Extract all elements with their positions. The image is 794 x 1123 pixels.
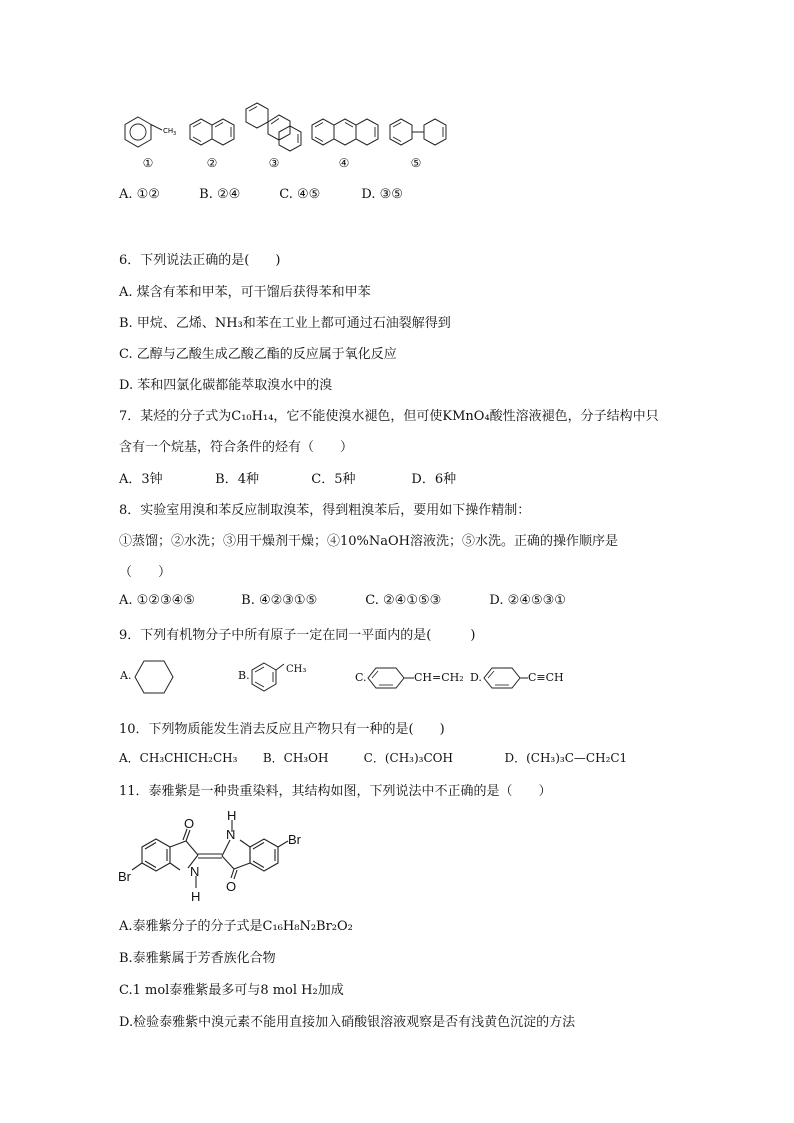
q10-option-a[interactable]: A．CH₃CHICH₂CH₃ bbox=[119, 751, 238, 765]
q11-option-d[interactable]: D.检验泰雅紫中溴元素不能用直接加入硝酸银溶液观察是否有浅黄色沉淀的方法 bbox=[119, 1015, 576, 1030]
q9-option-d-label[interactable]: D. bbox=[470, 671, 482, 684]
q8-option-d[interactable]: D. ②④⑤③① bbox=[489, 593, 566, 608]
q6-stem: 6．下列说法正确的是( ) bbox=[119, 253, 281, 268]
hydrogen-top: H bbox=[227, 808, 237, 823]
label-1: ① bbox=[142, 156, 154, 170]
label-2: ② bbox=[206, 156, 218, 170]
q8-stem-line1: 8．实验室用溴和苯反应制取溴苯，得到粗溴苯后，要用如下操作精制： bbox=[119, 503, 531, 518]
ethynyl-label: C≡CH bbox=[528, 671, 564, 684]
q6-option-c[interactable]: C. 乙醇与乙酸生成乙酸乙酯的反应属于氧化反应 bbox=[119, 347, 397, 362]
q5-option-d[interactable]: D. ③⑤ bbox=[361, 187, 403, 202]
q10-option-c[interactable]: C．(CH₃)₃COH bbox=[363, 751, 453, 765]
q7-options bbox=[119, 468, 456, 487]
q8-option-c[interactable]: C. ②④①⑤③ bbox=[365, 593, 442, 608]
q6-option-a[interactable]: A. 煤含有苯和甲苯，可干馏后获得苯和甲苯 bbox=[119, 285, 371, 300]
q8-stem-line2: ①蒸馏；②水洗；③用干燥剂干燥；④10%NaOH溶液洗；⑤水洗。正确的操作顺序是 bbox=[119, 534, 619, 549]
nitrogen-bottom: N bbox=[190, 864, 200, 879]
q9-option-b-label[interactable]: B. bbox=[238, 669, 250, 682]
cyclohexane-structure bbox=[134, 659, 174, 695]
q5-option-b[interactable]: B. ②④ bbox=[199, 187, 241, 202]
q6-option-d[interactable]: D. 苯和四氯化碳都能萃取溴水中的溴 bbox=[119, 378, 333, 393]
q7-option-d[interactable]: D．6种 bbox=[411, 472, 457, 487]
q9-option-c-label[interactable]: C. bbox=[355, 671, 367, 684]
oxygen-left: O bbox=[184, 816, 195, 831]
q7-stem-line2: 含有一个烷基，符合条件的烃有（ ） bbox=[119, 440, 354, 455]
vinyl-label: CH=CH₂ bbox=[414, 671, 464, 684]
q5-option-a[interactable]: A. ①② bbox=[119, 187, 160, 202]
q8-option-b[interactable]: B. ④②③①⑤ bbox=[241, 593, 318, 608]
q11-stem: 11．泰雅紫是一种贵重染料，其结构如图，下列说法中不正确的是（ ） bbox=[119, 784, 552, 799]
oxygen-right: O bbox=[226, 879, 237, 894]
q9-option-a-label[interactable]: A. bbox=[120, 669, 132, 682]
biphenyl-structure bbox=[388, 113, 450, 153]
styrene-structure bbox=[366, 666, 416, 692]
methyl-label: CH₃ bbox=[286, 664, 307, 675]
q9-stem: 9．下列有机物分子中所有原子一定在同一平面内的是( ) bbox=[119, 628, 476, 643]
anthracene-structure bbox=[310, 113, 380, 153]
q8-options bbox=[119, 593, 566, 608]
toluene-structure bbox=[120, 113, 180, 153]
q10-options bbox=[119, 749, 627, 766]
hydrogen-bottom: H bbox=[191, 889, 201, 904]
phenylacetylene-structure bbox=[482, 666, 532, 692]
naphthalene-structure bbox=[188, 113, 238, 153]
label-3: ③ bbox=[268, 156, 280, 170]
q10-stem: 10．下列物质能发生消去反应且产物只有一种的是( ) bbox=[119, 722, 445, 737]
q5-options bbox=[119, 187, 403, 202]
q10-option-d[interactable]: D．(CH₃)₃C—CH₂C1 bbox=[504, 751, 628, 765]
q5-option-c[interactable]: C. ④⑤ bbox=[279, 187, 321, 202]
q6-option-b[interactable]: B. 甲烷、乙烯、NH₃和苯在工业上都可通过石油裂解得到 bbox=[119, 316, 451, 331]
label-4: ④ bbox=[338, 156, 350, 170]
tyrian-purple-structure bbox=[118, 810, 318, 910]
q10-option-b[interactable]: B．CH₃OH bbox=[262, 751, 329, 765]
q8-stem-line3: （ ） bbox=[119, 565, 172, 580]
q7-option-c[interactable]: C．5种 bbox=[311, 472, 356, 487]
bromine-right: Br bbox=[288, 832, 301, 847]
phenanthrene-structure bbox=[244, 101, 304, 153]
q8-option-a[interactable]: A. ①②③④⑤ bbox=[119, 593, 195, 608]
q7-option-b[interactable]: B．4种 bbox=[215, 472, 259, 487]
nitrogen-top: N bbox=[226, 827, 236, 842]
q11-option-b[interactable]: B.泰雅紫属于芳香族化合物 bbox=[119, 951, 276, 966]
q7-option-a[interactable]: A．3钟 bbox=[119, 472, 163, 487]
ch3-label: CH bbox=[163, 127, 174, 135]
q11-option-c[interactable]: C.1 mol泰雅紫最多可与8 mol H₂加成 bbox=[119, 983, 344, 998]
bromine-left: Br bbox=[118, 869, 131, 884]
svg-text:3: 3 bbox=[173, 131, 177, 137]
q11-option-a[interactable]: A.泰雅紫分子的分子式是C₁₆H₈N₂Br₂O₂ bbox=[119, 919, 353, 934]
q7-stem-line1: 7．某烃的分子式为C₁₀H₁₄，它不能使溴水褪色，但可使KMnO₄酸性溶液褪色，分子结构中只 bbox=[119, 409, 659, 424]
label-5: ⑤ bbox=[410, 156, 422, 170]
